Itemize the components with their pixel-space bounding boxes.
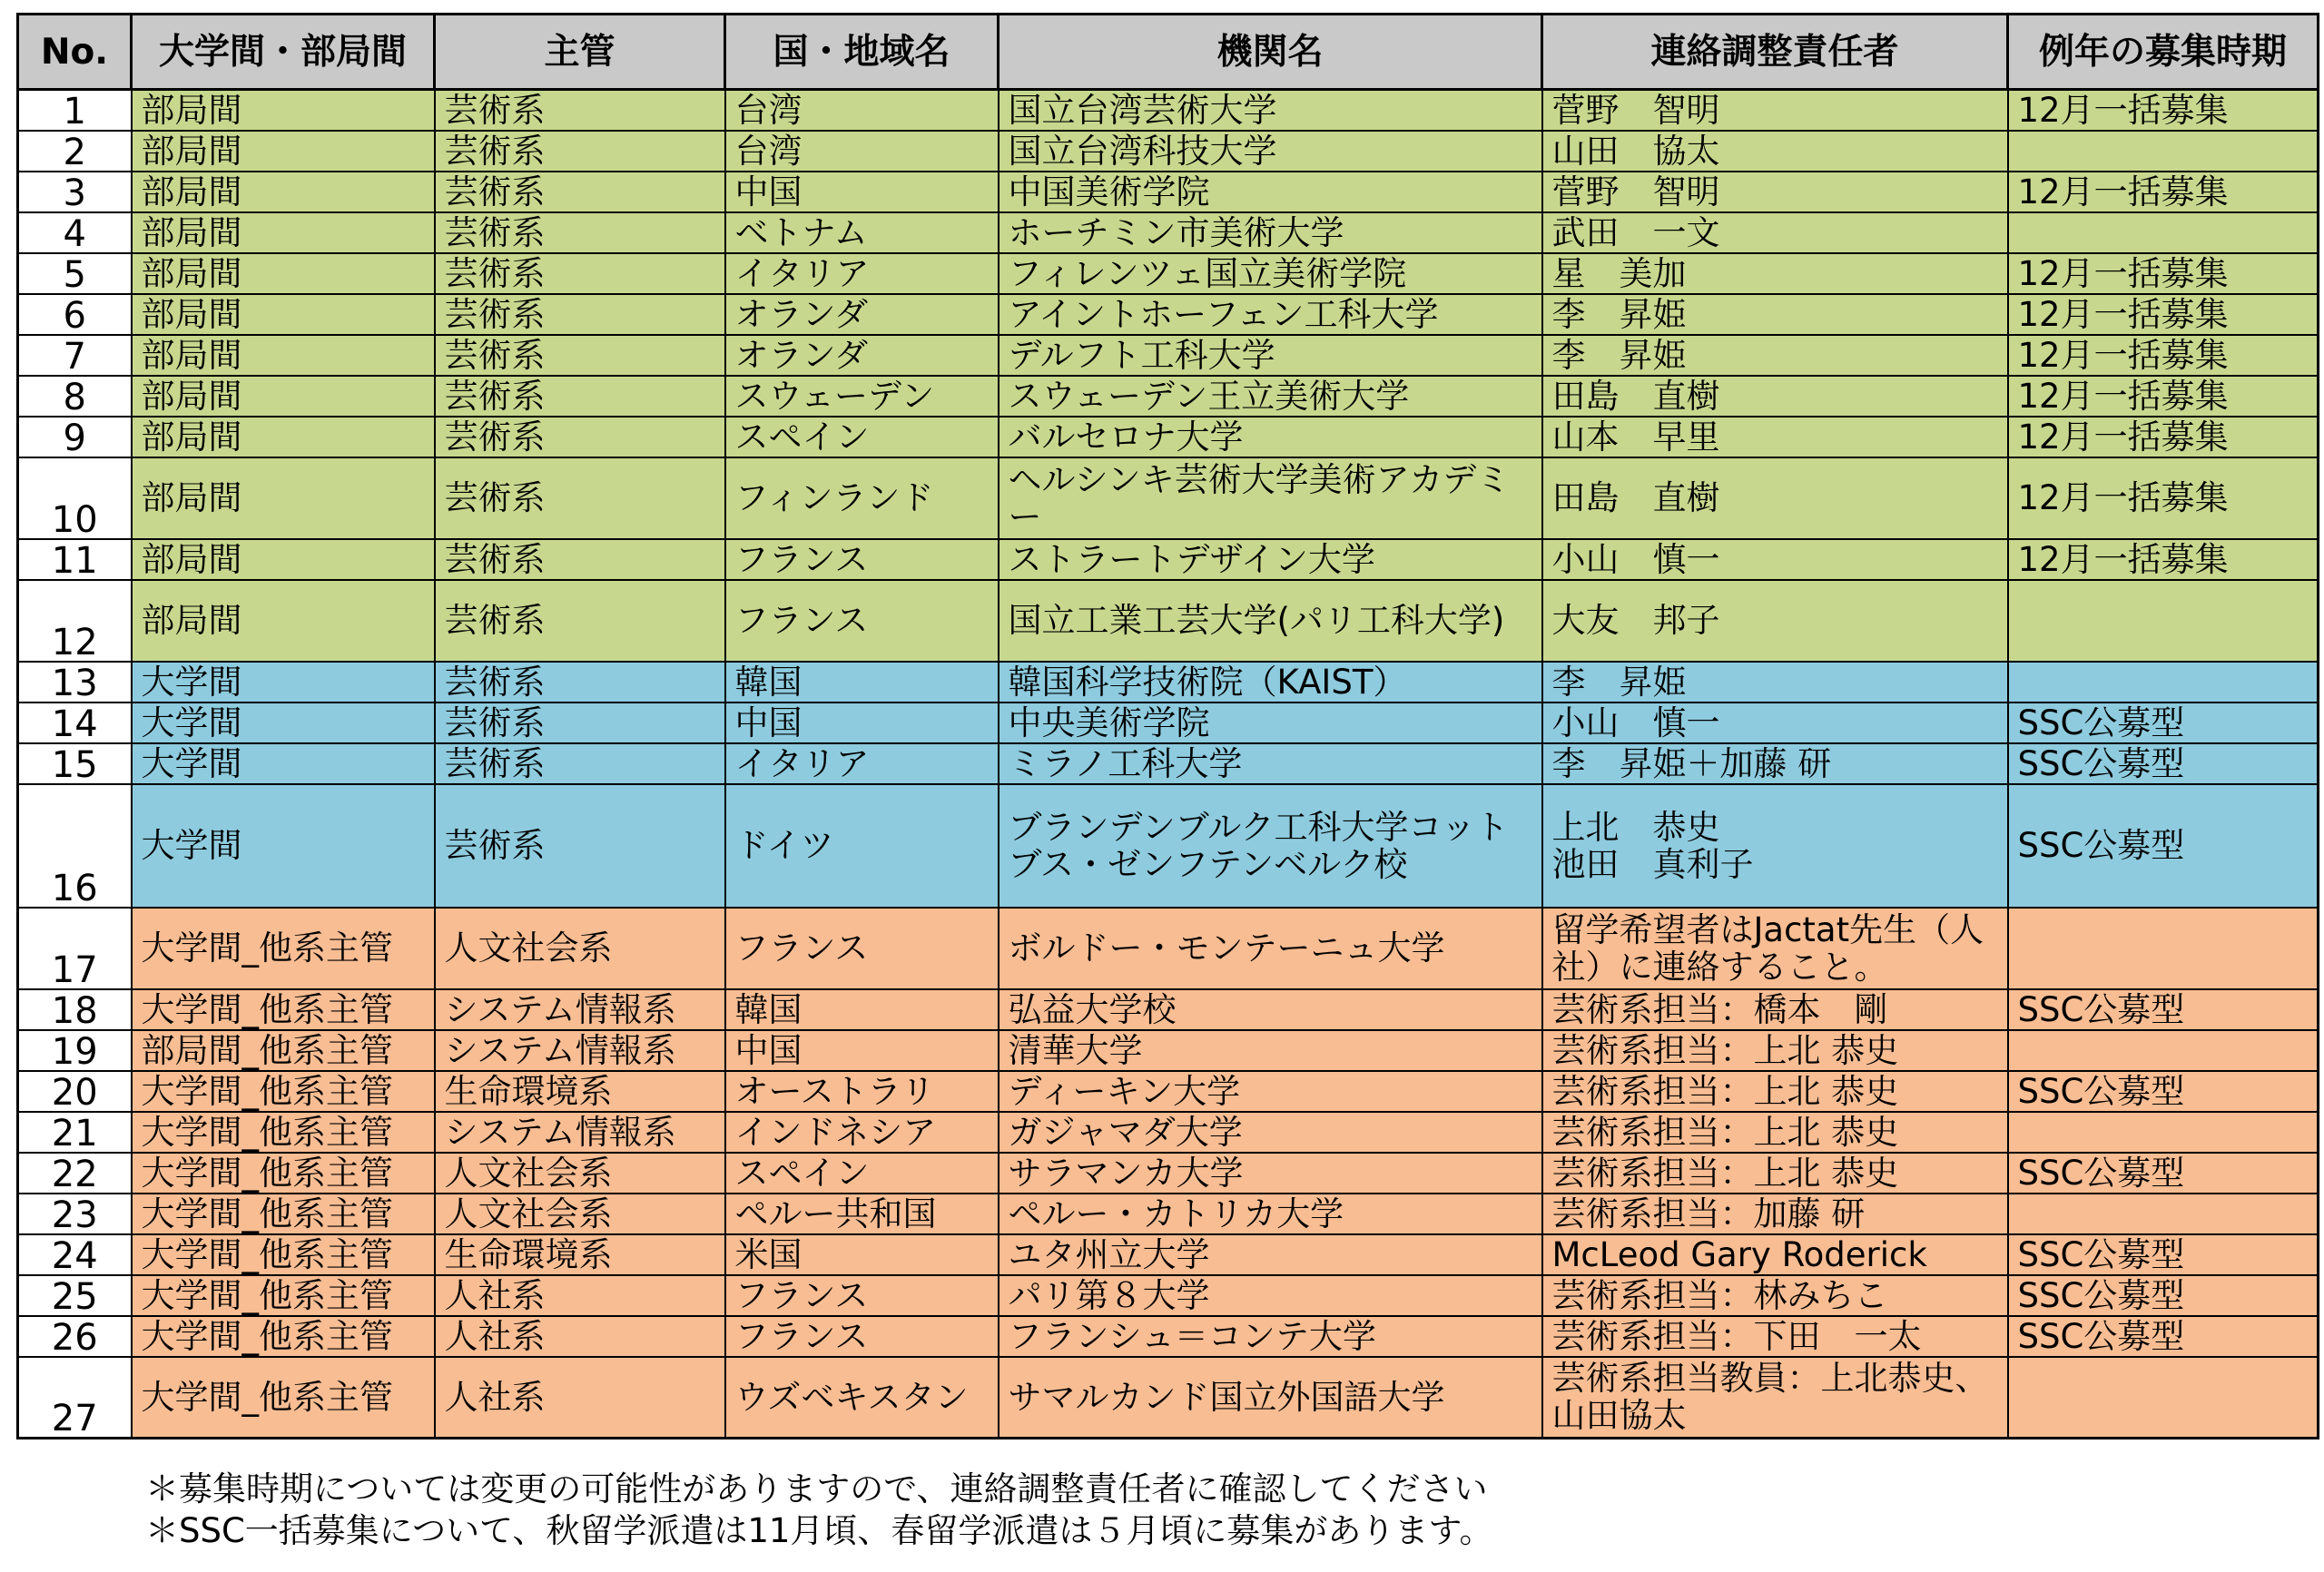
cell-agreement-type: 部局間 bbox=[132, 253, 435, 294]
cell-contact-person: 李 昇姫 bbox=[1542, 335, 2008, 376]
cell-contact-person: 芸術系担当：上北 恭史 bbox=[1542, 1112, 2008, 1153]
cell-recruit-period bbox=[2008, 1357, 2319, 1439]
cell-contact-person: 大友 邦子 bbox=[1542, 580, 2008, 662]
cell-row-number: 4 bbox=[18, 212, 132, 253]
cell-row-number: 9 bbox=[18, 417, 132, 457]
cell-country: フィンランド bbox=[725, 457, 999, 539]
cell-institution: フランシュ＝コンテ大学 bbox=[999, 1316, 1542, 1357]
cell-managing-dept: 芸術系 bbox=[435, 335, 725, 376]
cell-managing-dept: 芸術系 bbox=[435, 417, 725, 457]
cell-managing-dept: 芸術系 bbox=[435, 457, 725, 539]
cell-row-number: 15 bbox=[18, 743, 132, 784]
cell-country: スウェーデン bbox=[725, 376, 999, 417]
cell-agreement-type: 部局間 bbox=[132, 294, 435, 335]
cell-managing-dept: 芸術系 bbox=[435, 580, 725, 662]
cell-agreement-type: 大学間_他系主管 bbox=[132, 989, 435, 1030]
cell-institution: フィレンツェ国立美術学院 bbox=[999, 253, 1542, 294]
cell-contact-person: 田島 直樹 bbox=[1542, 457, 2008, 539]
cell-row-number: 7 bbox=[18, 335, 132, 376]
cell-agreement-type: 部局間 bbox=[132, 131, 435, 172]
table-row bbox=[18, 784, 2319, 908]
table-row bbox=[18, 253, 2319, 294]
cell-country: フランス bbox=[725, 580, 999, 662]
cell-institution: ユタ州立大学 bbox=[999, 1234, 1542, 1275]
cell-contact-person: 菅野 智明 bbox=[1542, 172, 2008, 212]
table-row bbox=[18, 1112, 2319, 1153]
cell-contact-person: 小山 慎一 bbox=[1542, 702, 2008, 743]
cell-country: 中国 bbox=[725, 172, 999, 212]
cell-institution: バルセロナ大学 bbox=[999, 417, 1542, 457]
cell-country: インドネシア bbox=[725, 1112, 999, 1153]
cell-institution: パリ第８大学 bbox=[999, 1275, 1542, 1316]
table-row bbox=[18, 417, 2319, 457]
cell-managing-dept: 芸術系 bbox=[435, 743, 725, 784]
table-row bbox=[18, 539, 2319, 580]
table-body bbox=[18, 90, 2319, 1439]
cell-row-number: 22 bbox=[18, 1153, 132, 1194]
cell-institution: 弘益大学校 bbox=[999, 989, 1542, 1030]
col-header-no: No. bbox=[18, 15, 132, 90]
cell-recruit-period: SSC公募型 bbox=[2008, 743, 2319, 784]
cell-institution: スウェーデン王立美術大学 bbox=[999, 376, 1542, 417]
footnote-ssc-schedule: ＊SSC一括募集について、秋留学派遣は11月頃、春留学派遣は５月頃に募集があります。 bbox=[145, 1511, 1493, 1550]
cell-country: オランダ bbox=[725, 335, 999, 376]
cell-country: ウズベキスタン bbox=[725, 1357, 999, 1439]
cell-recruit-period bbox=[2008, 131, 2319, 172]
cell-recruit-period: 12月一括募集 bbox=[2008, 253, 2319, 294]
footnotes bbox=[145, 1469, 1492, 1552]
cell-recruit-period: SSC公募型 bbox=[2008, 702, 2319, 743]
cell-managing-dept: システム情報系 bbox=[435, 1112, 725, 1153]
table-row bbox=[18, 662, 2319, 702]
cell-contact-person: 田島 直樹 bbox=[1542, 376, 2008, 417]
cell-contact-person: 芸術系担当：上北 恭史 bbox=[1542, 1153, 2008, 1194]
cell-managing-dept: 生命環境系 bbox=[435, 1234, 725, 1275]
cell-row-number: 26 bbox=[18, 1316, 132, 1357]
cell-row-number: 25 bbox=[18, 1275, 132, 1316]
cell-contact-person: 山田 協太 bbox=[1542, 131, 2008, 172]
table-row bbox=[18, 743, 2319, 784]
cell-recruit-period: SSC公募型 bbox=[2008, 1234, 2319, 1275]
cell-row-number: 18 bbox=[18, 989, 132, 1030]
cell-row-number: 5 bbox=[18, 253, 132, 294]
cell-contact-person: 留学希望者はJactat先生（人社）に連絡すること。 bbox=[1542, 908, 2008, 989]
table-row bbox=[18, 1316, 2319, 1357]
cell-contact-person: 芸術系担当：下田 一太 bbox=[1542, 1316, 2008, 1357]
cell-row-number: 21 bbox=[18, 1112, 132, 1153]
cell-contact-person: 李 昇姫 bbox=[1542, 294, 2008, 335]
table-row bbox=[18, 335, 2319, 376]
cell-contact-person: 芸術系担当：上北 恭史 bbox=[1542, 1030, 2008, 1071]
cell-institution: 中央美術学院 bbox=[999, 702, 1542, 743]
col-header-institution: 機関名 bbox=[999, 15, 1542, 90]
cell-agreement-type: 部局間_他系主管 bbox=[132, 1030, 435, 1071]
cell-recruit-period bbox=[2008, 908, 2319, 989]
cell-country: 米国 bbox=[725, 1234, 999, 1275]
cell-row-number: 14 bbox=[18, 702, 132, 743]
cell-country: 韓国 bbox=[725, 989, 999, 1030]
table-row bbox=[18, 1071, 2319, 1112]
table-row bbox=[18, 580, 2319, 662]
cell-country: 中国 bbox=[725, 702, 999, 743]
cell-agreement-type: 大学間_他系主管 bbox=[132, 1071, 435, 1112]
cell-agreement-type: 大学間_他系主管 bbox=[132, 1275, 435, 1316]
cell-contact-person: McLeod Gary Roderick bbox=[1542, 1234, 2008, 1275]
cell-country: オーストラリ bbox=[725, 1071, 999, 1112]
cell-managing-dept: システム情報系 bbox=[435, 989, 725, 1030]
cell-agreement-type: 大学間_他系主管 bbox=[132, 1112, 435, 1153]
cell-agreement-type: 大学間 bbox=[132, 784, 435, 908]
cell-agreement-type: 大学間_他系主管 bbox=[132, 908, 435, 989]
table-row bbox=[18, 989, 2319, 1030]
cell-institution: ブランデンブルク工科大学コットブス・ゼンフテンベルク校 bbox=[999, 784, 1542, 908]
cell-country: スペイン bbox=[725, 417, 999, 457]
cell-recruit-period: SSC公募型 bbox=[2008, 784, 2319, 908]
cell-country: フランス bbox=[725, 1275, 999, 1316]
cell-contact-person: 李 昇姫 bbox=[1542, 662, 2008, 702]
cell-recruit-period: 12月一括募集 bbox=[2008, 376, 2319, 417]
cell-institution: 韓国科学技術院（KAIST） bbox=[999, 662, 1542, 702]
table-row bbox=[18, 1357, 2319, 1439]
cell-institution: サラマンカ大学 bbox=[999, 1153, 1542, 1194]
cell-institution: ガジャマダ大学 bbox=[999, 1112, 1542, 1153]
cell-country: ペルー共和国 bbox=[725, 1194, 999, 1234]
col-header-country: 国・地域名 bbox=[725, 15, 999, 90]
col-header-type: 大学間・部局間 bbox=[132, 15, 435, 90]
cell-managing-dept: 芸術系 bbox=[435, 702, 725, 743]
cell-country: フランス bbox=[725, 1316, 999, 1357]
cell-managing-dept: 人文社会系 bbox=[435, 908, 725, 989]
cell-institution: ミラノ工科大学 bbox=[999, 743, 1542, 784]
table-row bbox=[18, 1194, 2319, 1234]
cell-agreement-type: 部局間 bbox=[132, 376, 435, 417]
cell-row-number: 20 bbox=[18, 1071, 132, 1112]
cell-contact-person: 菅野 智明 bbox=[1542, 90, 2008, 131]
cell-recruit-period bbox=[2008, 580, 2319, 662]
cell-agreement-type: 大学間_他系主管 bbox=[132, 1194, 435, 1234]
cell-country: スペイン bbox=[725, 1153, 999, 1194]
cell-institution: ペルー・カトリカ大学 bbox=[999, 1194, 1542, 1234]
col-header-contact: 連絡調整責任者 bbox=[1542, 15, 2008, 90]
cell-recruit-period bbox=[2008, 662, 2319, 702]
cell-managing-dept: 芸術系 bbox=[435, 172, 725, 212]
table-row bbox=[18, 294, 2319, 335]
cell-country: 台湾 bbox=[725, 90, 999, 131]
cell-agreement-type: 大学間 bbox=[132, 702, 435, 743]
cell-country: フランス bbox=[725, 539, 999, 580]
cell-managing-dept: システム情報系 bbox=[435, 1030, 725, 1071]
cell-row-number: 16 bbox=[18, 784, 132, 908]
cell-managing-dept: 芸術系 bbox=[435, 212, 725, 253]
cell-contact-person: 李 昇姫＋加藤 研 bbox=[1542, 743, 2008, 784]
cell-recruit-period bbox=[2008, 1030, 2319, 1071]
cell-country: フランス bbox=[725, 908, 999, 989]
cell-contact-person: 小山 慎一 bbox=[1542, 539, 2008, 580]
table-row bbox=[18, 1275, 2319, 1316]
cell-recruit-period: 12月一括募集 bbox=[2008, 172, 2319, 212]
cell-managing-dept: 人社系 bbox=[435, 1316, 725, 1357]
footnote-period-change: ＊募集時期については変更の可能性がありますので、連絡調整責任者に確認してください bbox=[145, 1469, 1488, 1508]
cell-contact-person: 山本 早里 bbox=[1542, 417, 2008, 457]
cell-row-number: 6 bbox=[18, 294, 132, 335]
cell-recruit-period: 12月一括募集 bbox=[2008, 417, 2319, 457]
cell-row-number: 13 bbox=[18, 662, 132, 702]
col-header-period: 例年の募集時期 bbox=[2008, 15, 2319, 90]
cell-institution: アイントホーフェン工科大学 bbox=[999, 294, 1542, 335]
cell-recruit-period: SSC公募型 bbox=[2008, 1275, 2319, 1316]
cell-managing-dept: 芸術系 bbox=[435, 662, 725, 702]
cell-managing-dept: 人文社会系 bbox=[435, 1194, 725, 1234]
cell-country: イタリア bbox=[725, 743, 999, 784]
cell-agreement-type: 大学間 bbox=[132, 662, 435, 702]
cell-agreement-type: 部局間 bbox=[132, 580, 435, 662]
cell-row-number: 23 bbox=[18, 1194, 132, 1234]
cell-managing-dept: 芸術系 bbox=[435, 784, 725, 908]
cell-recruit-period bbox=[2008, 1194, 2319, 1234]
table-row bbox=[18, 90, 2319, 131]
cell-recruit-period: 12月一括募集 bbox=[2008, 294, 2319, 335]
cell-managing-dept: 人文社会系 bbox=[435, 1153, 725, 1194]
cell-row-number: 12 bbox=[18, 580, 132, 662]
cell-agreement-type: 部局間 bbox=[132, 172, 435, 212]
cell-recruit-period bbox=[2008, 212, 2319, 253]
cell-agreement-type: 部局間 bbox=[132, 335, 435, 376]
cell-country: ベトナム bbox=[725, 212, 999, 253]
cell-recruit-period: SSC公募型 bbox=[2008, 1071, 2319, 1112]
cell-agreement-type: 部局間 bbox=[132, 539, 435, 580]
cell-agreement-type: 大学間_他系主管 bbox=[132, 1153, 435, 1194]
cell-country: 台湾 bbox=[725, 131, 999, 172]
table-row bbox=[18, 1153, 2319, 1194]
table-row bbox=[18, 131, 2319, 172]
cell-contact-person: 星 美加 bbox=[1542, 253, 2008, 294]
col-header-dept: 主管 bbox=[435, 15, 725, 90]
cell-agreement-type: 部局間 bbox=[132, 212, 435, 253]
table-row bbox=[18, 1234, 2319, 1275]
table-row bbox=[18, 172, 2319, 212]
cell-contact-person: 芸術系担当：林みちこ bbox=[1542, 1275, 2008, 1316]
cell-country: イタリア bbox=[725, 253, 999, 294]
cell-institution: サマルカンド国立外国語大学 bbox=[999, 1357, 1542, 1439]
table-row bbox=[18, 1030, 2319, 1071]
cell-managing-dept: 芸術系 bbox=[435, 131, 725, 172]
table-row bbox=[18, 212, 2319, 253]
cell-agreement-type: 大学間 bbox=[132, 743, 435, 784]
cell-recruit-period: 12月一括募集 bbox=[2008, 457, 2319, 539]
cell-agreement-type: 大学間_他系主管 bbox=[132, 1357, 435, 1439]
cell-row-number: 24 bbox=[18, 1234, 132, 1275]
cell-institution: ホーチミン市美術大学 bbox=[999, 212, 1542, 253]
cell-institution: 中国美術学院 bbox=[999, 172, 1542, 212]
cell-agreement-type: 部局間 bbox=[132, 90, 435, 131]
cell-recruit-period: SSC公募型 bbox=[2008, 989, 2319, 1030]
table-row bbox=[18, 376, 2319, 417]
cell-recruit-period bbox=[2008, 1112, 2319, 1153]
cell-country: オランダ bbox=[725, 294, 999, 335]
cell-institution: デルフト工科大学 bbox=[999, 335, 1542, 376]
cell-row-number: 1 bbox=[18, 90, 132, 131]
cell-agreement-type: 大学間_他系主管 bbox=[132, 1234, 435, 1275]
cell-row-number: 10 bbox=[18, 457, 132, 539]
cell-managing-dept: 芸術系 bbox=[435, 376, 725, 417]
cell-contact-person: 芸術系担当：橋本 剛 bbox=[1542, 989, 2008, 1030]
cell-recruit-period: 12月一括募集 bbox=[2008, 539, 2319, 580]
cell-agreement-type: 大学間_他系主管 bbox=[132, 1316, 435, 1357]
cell-contact-person: 上北 恭史 池田 真利子 bbox=[1542, 784, 2008, 908]
cell-institution: 国立台湾科技大学 bbox=[999, 131, 1542, 172]
cell-institution: ストラートデザイン大学 bbox=[999, 539, 1542, 580]
cell-institution: 国立工業工芸大学(パリ工科大学) bbox=[999, 580, 1542, 662]
cell-institution: ディーキン大学 bbox=[999, 1071, 1542, 1112]
cell-contact-person: 芸術系担当：上北 恭史 bbox=[1542, 1071, 2008, 1112]
cell-agreement-type: 部局間 bbox=[132, 417, 435, 457]
cell-contact-person: 芸術系担当：加藤 研 bbox=[1542, 1194, 2008, 1234]
cell-institution: 清華大学 bbox=[999, 1030, 1542, 1071]
table-row bbox=[18, 908, 2319, 989]
cell-managing-dept: 生命環境系 bbox=[435, 1071, 725, 1112]
cell-row-number: 11 bbox=[18, 539, 132, 580]
table-row bbox=[18, 457, 2319, 539]
cell-row-number: 2 bbox=[18, 131, 132, 172]
cell-recruit-period: SSC公募型 bbox=[2008, 1316, 2319, 1357]
header-row bbox=[18, 15, 2319, 90]
cell-managing-dept: 人社系 bbox=[435, 1357, 725, 1439]
cell-managing-dept: 芸術系 bbox=[435, 253, 725, 294]
table-row bbox=[18, 702, 2319, 743]
cell-row-number: 17 bbox=[18, 908, 132, 989]
cell-institution: 国立台湾芸術大学 bbox=[999, 90, 1542, 131]
cell-contact-person: 芸術系担当教員：上北恭史、山田協太 bbox=[1542, 1357, 2008, 1439]
cell-row-number: 3 bbox=[18, 172, 132, 212]
cell-recruit-period: SSC公募型 bbox=[2008, 1153, 2319, 1194]
cell-country: 韓国 bbox=[725, 662, 999, 702]
cell-row-number: 8 bbox=[18, 376, 132, 417]
cell-managing-dept: 芸術系 bbox=[435, 90, 725, 131]
cell-contact-person: 武田 一文 bbox=[1542, 212, 2008, 253]
cell-country: ドイツ bbox=[725, 784, 999, 908]
cell-institution: ヘルシンキ芸術大学美術アカデミー bbox=[999, 457, 1542, 539]
cell-managing-dept: 人社系 bbox=[435, 1275, 725, 1316]
exchange-table bbox=[16, 13, 2319, 1439]
cell-managing-dept: 芸術系 bbox=[435, 294, 725, 335]
cell-institution: ボルドー・モンテーニュ大学 bbox=[999, 908, 1542, 989]
cell-country: 中国 bbox=[725, 1030, 999, 1071]
cell-row-number: 19 bbox=[18, 1030, 132, 1071]
cell-recruit-period: 12月一括募集 bbox=[2008, 335, 2319, 376]
cell-recruit-period: 12月一括募集 bbox=[2008, 90, 2319, 131]
cell-agreement-type: 部局間 bbox=[132, 457, 435, 539]
cell-managing-dept: 芸術系 bbox=[435, 539, 725, 580]
cell-row-number: 27 bbox=[18, 1357, 132, 1439]
